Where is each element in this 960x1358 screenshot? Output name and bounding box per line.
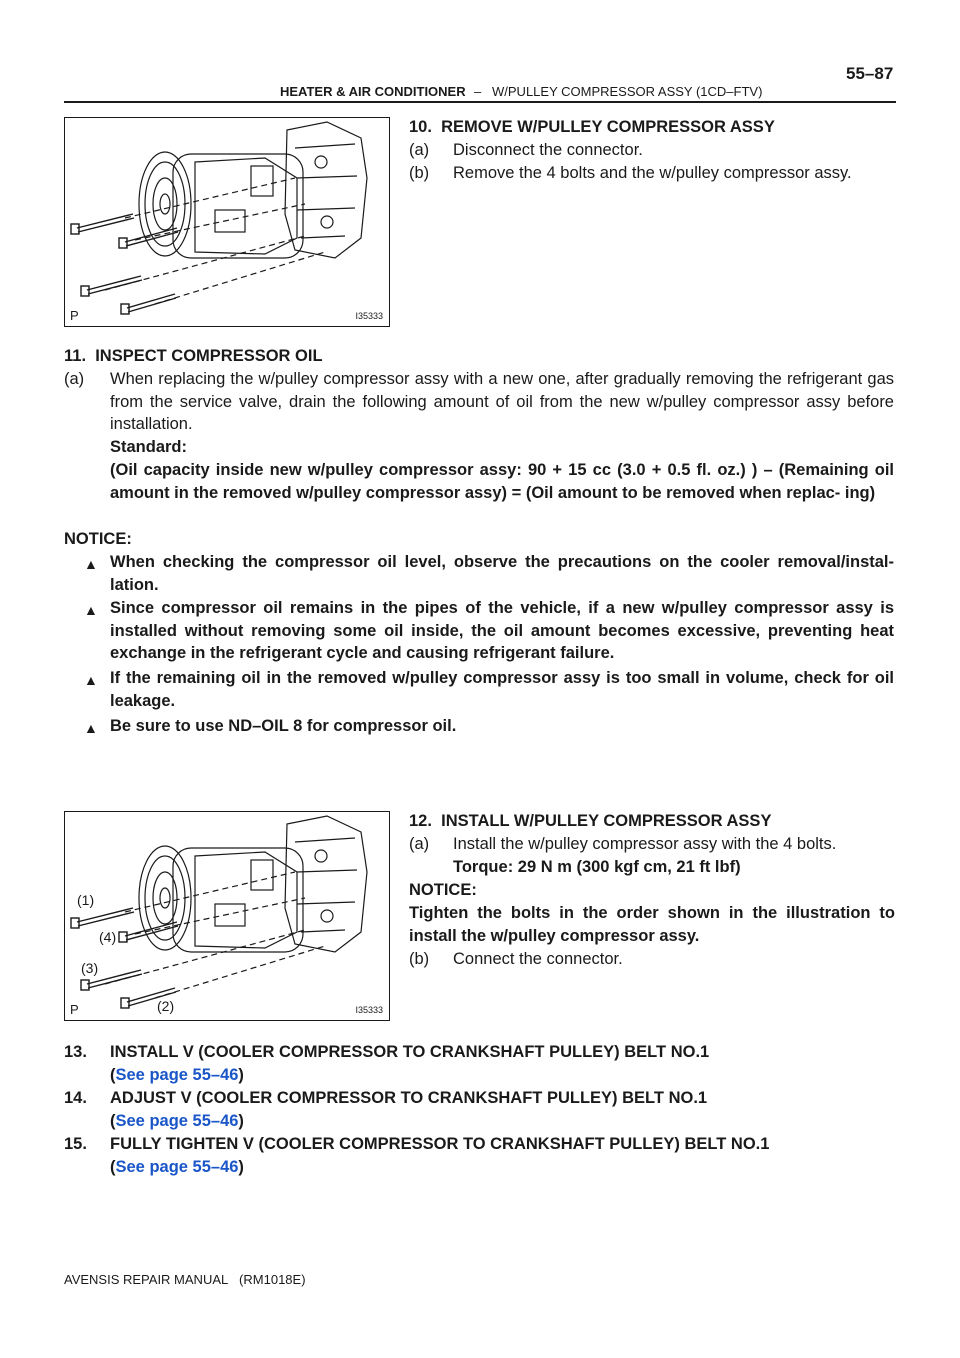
figure-compressor-installation [64, 811, 390, 1021]
step-14-number: 14. [64, 1089, 87, 1107]
step-15-number: 15. [64, 1135, 87, 1153]
header-rule [64, 101, 896, 103]
notice-item: If the remaining oil in the removed w/pulley compressor assy is too small in volume, check for oil leakage. [110, 669, 894, 710]
notice-text-12: Tighten the bolts in the order shown in the illustration to install the w/pulley compressor assy. [409, 904, 895, 945]
see-page-link[interactable]: See page 55–46 [115, 1112, 239, 1130]
figure-corner-label: P [70, 308, 79, 323]
step-10-b-text: Remove the 4 bolts and the w/pulley compressor assy. [453, 164, 852, 182]
step-12-a-text: Install the w/pulley compressor assy with the 4 bolts. [453, 835, 837, 853]
torque-spec: Torque: 29 N m (300 kgf cm, 21 ft lbf) [453, 858, 741, 876]
header-subsection-title: W/PULLEY COMPRESSOR ASSY (1CD–FTV) [492, 84, 763, 99]
bullet-triangle: ▲ [84, 672, 98, 688]
step-10-b-label: (b) [409, 164, 430, 182]
step-14-title: ADJUST V (COOLER COMPRESSOR TO CRANKSHAFT PULLEY) BELT NO.1 [110, 1089, 708, 1107]
step-12-b-text: Connect the connector. [453, 950, 623, 968]
header-section-title: HEATER & AIR CONDITIONER [280, 84, 466, 99]
step-10-a-text: Disconnect the connector. [453, 141, 643, 159]
header-separator: – [474, 84, 482, 99]
bolt-callout-4: (4) [99, 929, 117, 945]
notice-item: When checking the compressor oil level, observe the precautions on the cooler removal/instal- lation. [110, 553, 894, 594]
step-15-title: FULLY TIGHTEN V (COOLER COMPRESSOR TO CRANKSHAFT PULLEY) BELT NO.1 [110, 1135, 770, 1153]
step-15-reference: (See page 55–46) [110, 1158, 244, 1176]
notice-label-12: NOTICE: [409, 881, 477, 899]
standard-text: (Oil capacity inside new w/pulley compressor assy: 90 + 15 cc (3.0 + 0.5 fl. oz.) ) – (Remaining oil amount in the removed w/pulley compressor assy) = (Oil amount to be removed when replac- ing) [110, 461, 894, 502]
step-12-title: 12. INSTALL W/PULLEY COMPRESSOR ASSY [409, 812, 772, 830]
step-10-a-label: (a) [409, 141, 430, 159]
bolt-callout-2: (2) [157, 998, 175, 1014]
bullet-triangle: ▲ [84, 602, 98, 618]
step-10-title: 10. REMOVE W/PULLEY COMPRESSOR ASSY [409, 118, 775, 136]
page-number: 55–87 [846, 64, 894, 83]
step-11-title: 11. INSPECT COMPRESSOR OIL [64, 347, 323, 365]
notice-item: Be sure to use ND–OIL 8 for compressor oil. [110, 717, 457, 735]
notice-item: Since compressor oil remains in the pipes of the vehicle, if a new w/pulley compressor assy is installed without removing some oil inside, the oil amount becomes excessive, preventing heat exchange in the refrigerant cycle and causing refrigerant failure. [110, 599, 894, 662]
compressor-illustration [65, 812, 389, 1020]
step-12-a-label: (a) [409, 835, 430, 853]
figure-code: I35333 [355, 1005, 383, 1015]
step-12-b-label: (b) [409, 950, 430, 968]
bolt-callout-1: (1) [77, 892, 95, 908]
footer-manual-title: AVENSIS REPAIR MANUAL (RM1018E) [64, 1272, 306, 1287]
bullet-triangle: ▲ [84, 556, 98, 572]
see-page-link[interactable]: See page 55–46 [115, 1066, 239, 1084]
compressor-illustration [65, 118, 389, 326]
bullet-triangle: ▲ [84, 720, 98, 736]
standard-label: Standard: [110, 438, 188, 456]
step-13-reference: (See page 55–46) [110, 1066, 244, 1084]
bolt-callout-3: (3) [81, 960, 99, 976]
step-11-a-text: When replacing the w/pulley compressor assy with a new one, after gradually removing the refrigerant gas from the service valve, drain the following amount of oil from the new w/pulley compressor assy before installation. [110, 370, 894, 433]
notice-label-11: NOTICE: [64, 530, 132, 548]
step-14-reference: (See page 55–46) [110, 1112, 244, 1130]
figure-compressor-removal [64, 117, 390, 327]
figure-code: I35333 [355, 311, 383, 321]
figure-corner-label: P [70, 1002, 79, 1017]
step-13-title: INSTALL V (COOLER COMPRESSOR TO CRANKSHAFT PULLEY) BELT NO.1 [110, 1043, 710, 1061]
step-13-number: 13. [64, 1043, 87, 1061]
see-page-link[interactable]: See page 55–46 [115, 1158, 239, 1176]
step-11-a-label: (a) [64, 370, 85, 388]
